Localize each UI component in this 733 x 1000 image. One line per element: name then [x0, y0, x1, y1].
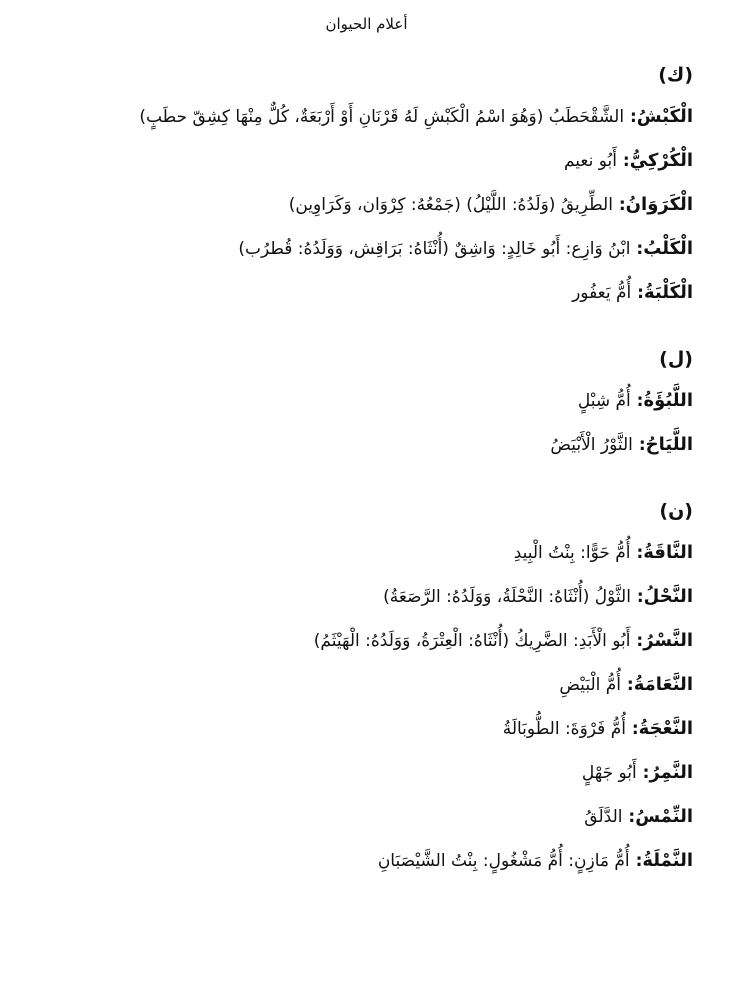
entry-term: اللَّبُؤَةُ [643, 390, 693, 411]
entry-term: النَّعْجَةُ [638, 718, 693, 739]
entry-term: اللَّيَاحُ [645, 434, 693, 455]
entry-term: الْكَبْشُ [636, 106, 693, 127]
entry-definition: أُمُّ حَوًّا: بِنْتُ الْبِيدِ [513, 543, 631, 563]
entry-an-naama: النَّعَامَةُ: أُمُّ الْبَيْضِ [559, 674, 693, 695]
entry-term: النَّمْلَةُ [642, 850, 693, 871]
entry-an-nims: النِّمْسُ: الدَّلَقُ [584, 806, 693, 827]
entry-definition: الشَّقْحَطَبُ (وَهُوَ اسْمُ الْكَبْشِ لَهُ قَرْنَانِ أَوْ أَرْبَعَةٌ، كُلٌّ مِنْهَا كِشِقّ حطَبٍ) [139, 107, 625, 127]
entry-term: النِّمْسُ [635, 806, 693, 827]
entry-an-naqa: النَّاقَةُ: أُمُّ حَوًّا: بِنْتُ الْبِيدِ [513, 542, 693, 563]
entry-an-nasr: النَّسْرُ: أَبُو الْأَبَدِ: الضَّرِيكُ (أُنْثَاهُ: الْعِتْرَةُ، وَوَلَدُهُ: الْهَيْثَمُ) [313, 630, 693, 651]
entry-term: الْكَلْبَةُ [643, 282, 693, 303]
entry-definition: أُمُّ الْبَيْضِ [559, 675, 622, 695]
entry-al-karawan: الْكَرَوَانُ: الطِّرِيقُ (وَلَدُهُ: اللَّيْلُ) (جَمْعُهُ: كِرْوَان، وَكَرَاوِين) [288, 194, 693, 215]
entry-definition: أُمُّ شِبْلٍ [577, 391, 631, 411]
glossary-content [33, 60, 693, 890]
entry-al-kalba: الْكَلْبَةُ: أُمُّ يَعفُور [572, 282, 693, 303]
page-header: أعلام الحيوان [325, 15, 408, 33]
entry-definition: ابْنُ وَازِع: أَبُو خَالِدٍ: وَاشِقٌ (أُنْثَاهُ: بَرَاقِش، وَوَلَدُهُ: قُطرُب) [238, 239, 631, 259]
entry-definition: الثَّوْرُ الْأَبْيَضُ [550, 435, 633, 455]
entry-definition: أُمُّ يَعفُور [572, 283, 632, 303]
entry-definition: الثَّوْلُ (أُنْثَاهُ: النَّحْلَةُ، وَوَلَدُهُ: الرَّصَعَةُ) [383, 587, 631, 607]
section-heading: (ن) [659, 500, 693, 522]
entry-al-kalb: الْكَلْبُ: ابْنُ وَازِع: أَبُو خَالِدٍ: وَاشِقٌ (أُنْثَاهُ: بَرَاقِش، وَوَلَدُهُ: قُطرُب) [238, 238, 693, 259]
entry-term: النَّسْرُ [643, 630, 693, 651]
section-lam [33, 344, 693, 460]
entry-definition: أُمُّ فَرْوَةَ: الطُّوبَالَةُ [502, 719, 626, 739]
entry-an-naja: النَّعْجَةُ: أُمُّ فَرْوَةَ: الطُّوبَالَةُ [502, 718, 693, 739]
entry-definition: أُمُّ مَازِنٍ: أُمُّ مَشْغُولٍ: بِنْتُ الشَّيْصَبَانِ [377, 851, 630, 871]
entry-definition: الطِّرِيقُ (وَلَدُهُ: اللَّيْلُ) (جَمْعُهُ: كِرْوَان، وَكَرَاوِين) [288, 195, 613, 215]
entry-al-kabsh: الْكَبْشُ: الشَّقْحَطَبُ (وَهُوَ اسْمُ الْكَبْشِ لَهُ قَرْنَانِ أَوْ أَرْبَعَةٌ، كُلٌّ مِنْهَا كِشِقّ حطَبٍ) [139, 106, 693, 127]
entry-definition: أَبُو الْأَبَدِ: الضَّرِيكُ (أُنْثَاهُ: الْعِتْرَةُ، وَوَلَدُهُ: الْهَيْثَمُ) [313, 631, 631, 651]
entry-term: النَّمِرُ [649, 762, 693, 783]
entry-al-labua: اللَّبُؤَةُ: أُمُّ شِبْلٍ [577, 390, 693, 411]
entry-definition: الدَّلَقُ [584, 807, 623, 827]
entry-term: الْكُرْكِيُّ [629, 150, 693, 171]
entry-definition: أَبُو جَهْلٍ [581, 763, 637, 783]
entry-term: الْكَلْبُ [643, 238, 693, 259]
section-heading: (ك) [658, 64, 693, 86]
section-nun [33, 496, 693, 876]
section-heading: (ل) [659, 348, 693, 370]
entry-al-kurki: الْكُرْكِيُّ: أَبُو نعيم [563, 150, 693, 171]
entry-term: الْكَرَوَانُ [625, 194, 693, 215]
entry-an-namla: النَّمْلَةُ: أُمُّ مَازِنٍ: أُمُّ مَشْغُولٍ: بِنْتُ الشَّيْصَبَانِ [377, 850, 693, 871]
entry-an-nahl: النَّحْلُ: الثَّوْلُ (أُنْثَاهُ: النَّحْلَةُ، وَوَلَدُهُ: الرَّصَعَةُ) [383, 586, 693, 607]
entry-al-layyah: اللَّيَاحُ: الثَّوْرُ الْأَبْيَضُ [550, 434, 693, 455]
entry-term: النَّحْلُ [643, 586, 693, 607]
entry-an-namir: النَّمِرُ: أَبُو جَهْلٍ [581, 762, 693, 783]
section-kaf [33, 60, 693, 308]
entry-term: النَّاقَةُ [643, 542, 693, 563]
entry-definition: أَبُو نعيم [563, 151, 617, 171]
entry-term: النَّعَامَةُ [633, 674, 693, 695]
